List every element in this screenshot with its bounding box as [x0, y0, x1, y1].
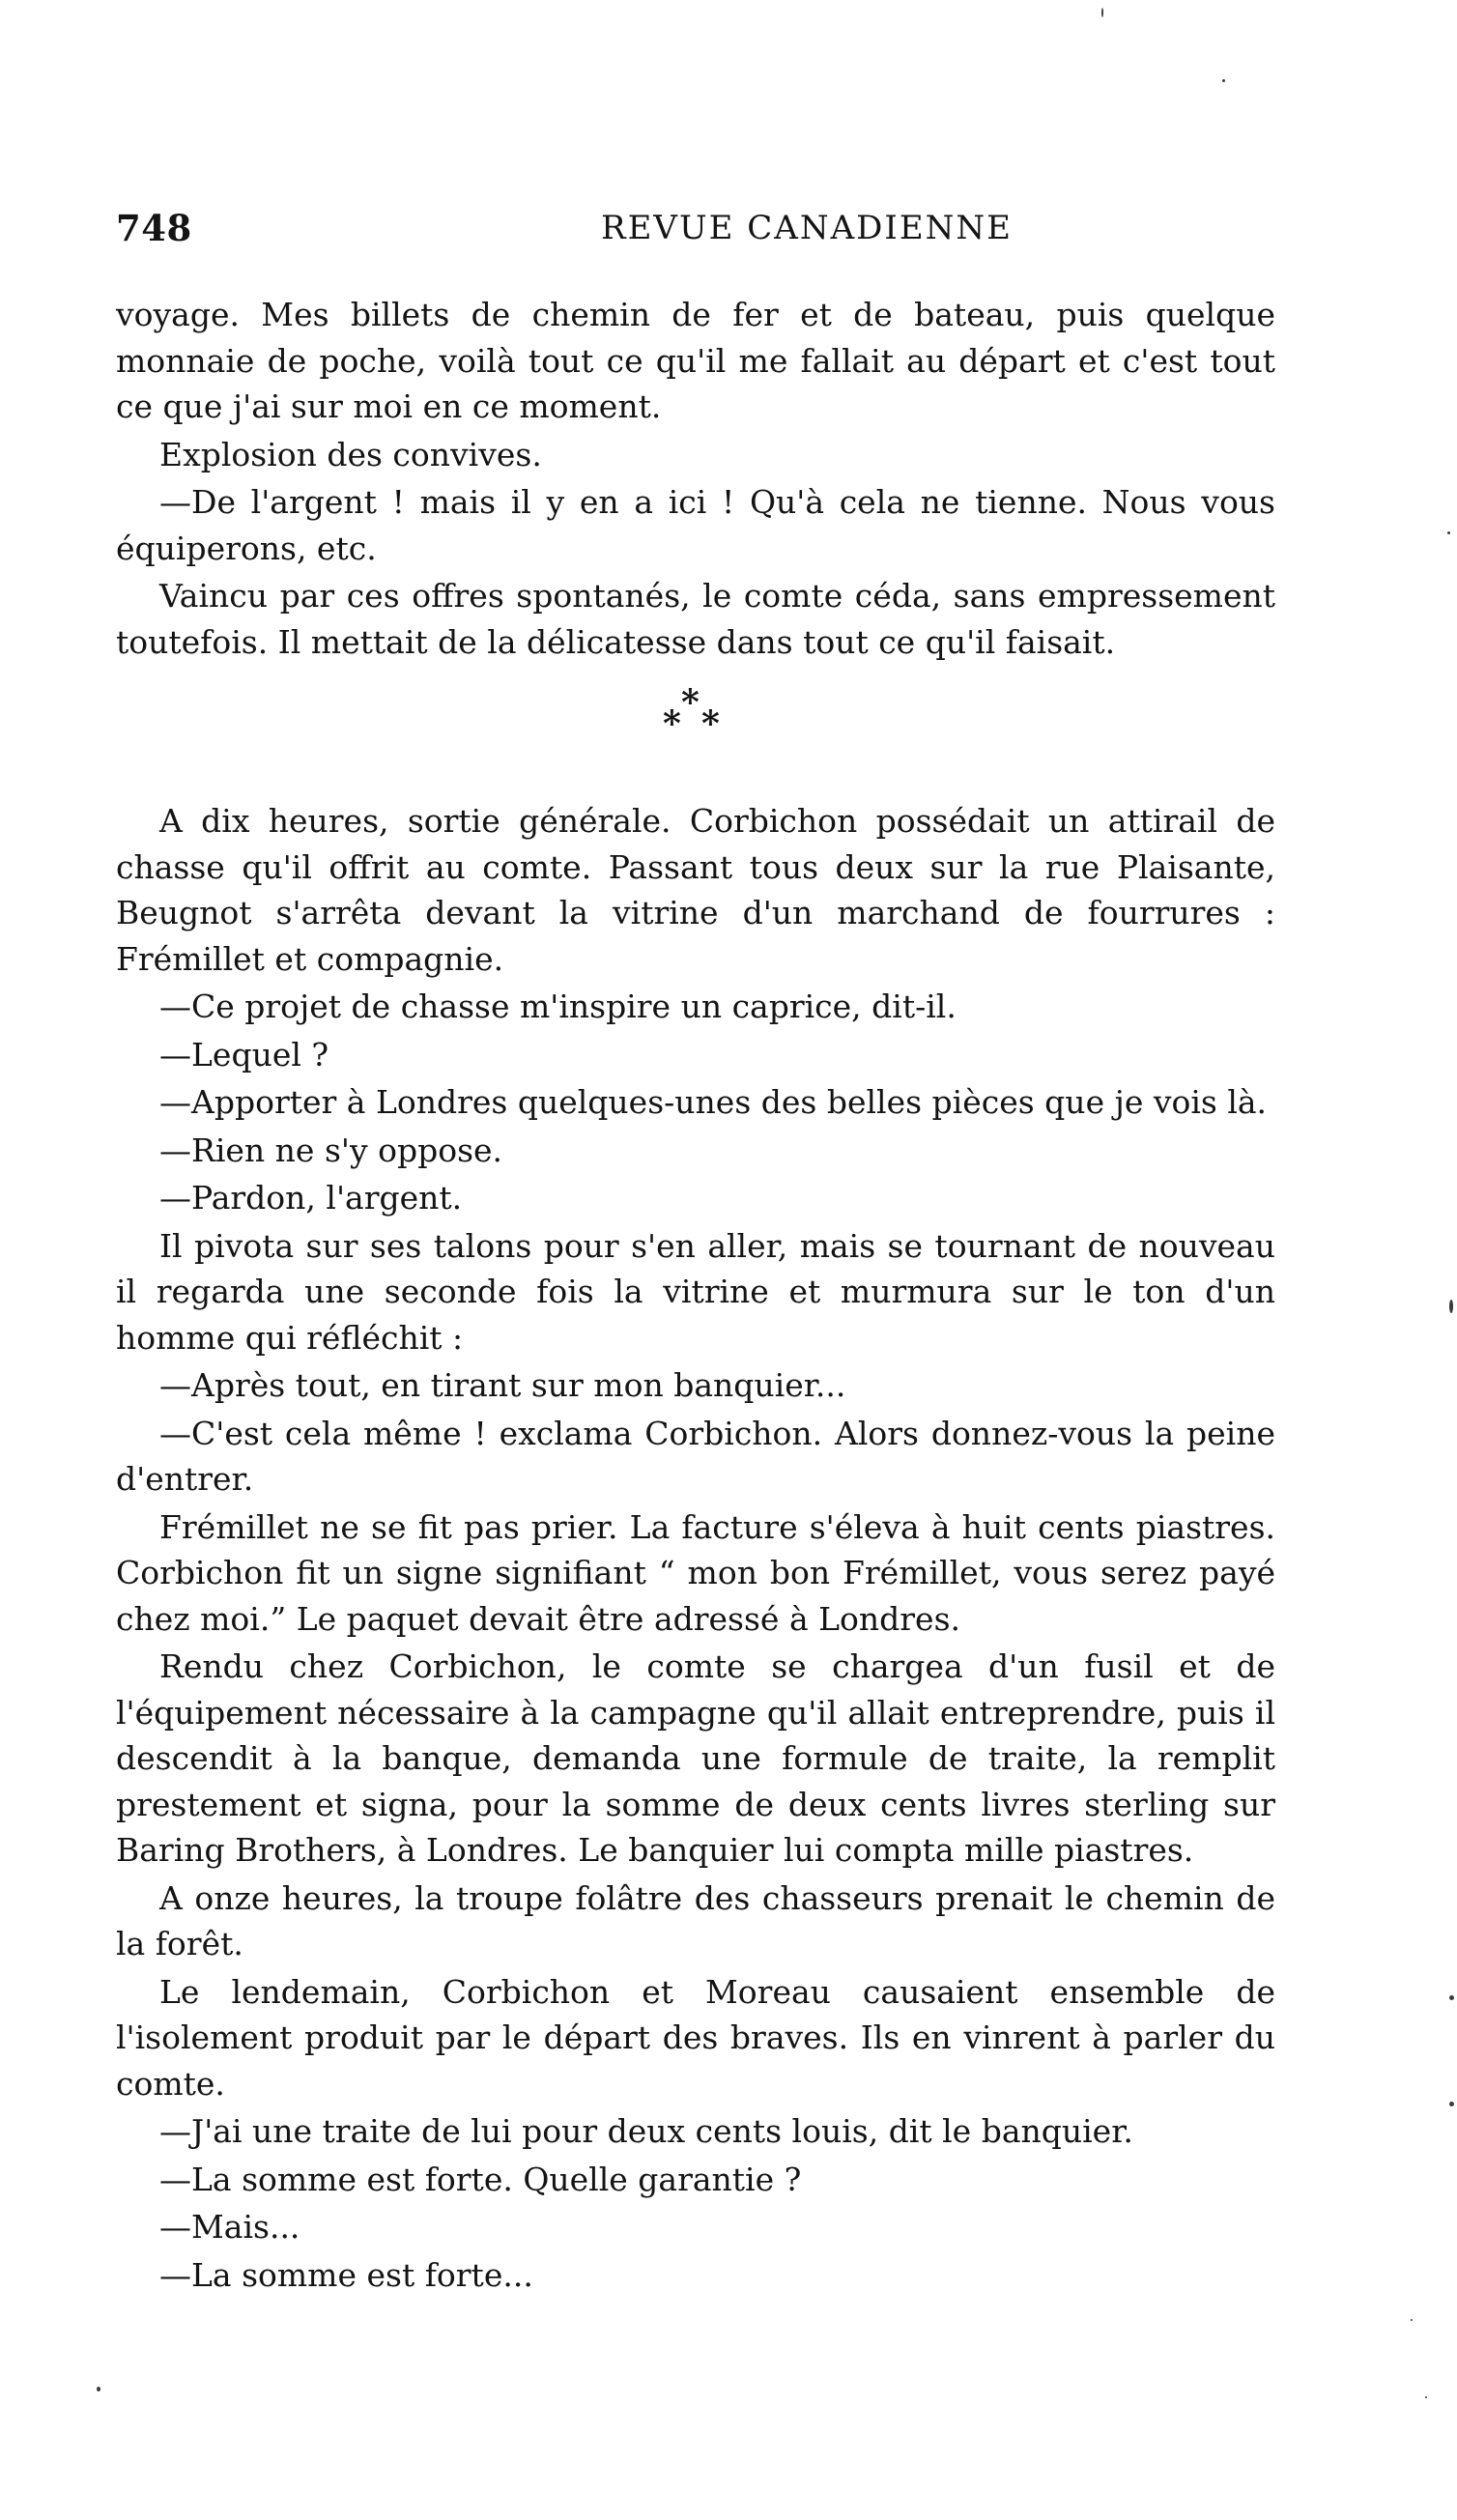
asterisk: * [681, 682, 700, 723]
paragraph: —Ce projet de chasse m'inspire un caprice, dit-il. [159, 988, 957, 1025]
scan-speck [97, 2387, 100, 2391]
scan-speck [1411, 2319, 1413, 2321]
paragraph: —Lequel ? [159, 1035, 329, 1074]
paragraph: Vaincu par ces offres spontanés, le comte céda, sans empressement toutefois. Il mettait de la délicatesse dans tout ce qu'il faisait. [116, 577, 1275, 661]
scan-speck [1425, 2396, 1427, 2398]
paragraph: —De l'argent ! mais il y en a ici ! Qu'à cela ne tienne. Nous vous équiperons, etc. [116, 483, 1275, 567]
scan-speck [1222, 79, 1225, 82]
page-header [116, 207, 1275, 265]
paragraph: Frémillet ne se fit pas prier. La facture s'éleva à huit cents piastres. Corbichon fit un signe signifiant “ mon bon Frémillet, vous serez payé chez moi.” Le paquet devait être adressé à Londres. [116, 1507, 1275, 1638]
paragraph: A dix heures, sortie générale. Corbichon possédait un attirail de chasse qu'il offrit au comte. Passant tous deux sur la rue Plaisante, Beugnot s'arrêta devant la vitrine d'un marchand de fourrures : Frémillet et compagnie. [116, 802, 1275, 978]
running-title: REVUE CANADIENNE [601, 209, 1013, 247]
section-break-asterism [116, 682, 1275, 779]
page-number: 748 [116, 207, 192, 249]
paragraph: A onze heures, la troupe folâtre des chasseurs prenait le chemin de la forêt. [116, 1878, 1275, 1962]
paragraph: —C'est cela même ! exclama Corbichon. Alors donnez-vous la peine d'entrer. [116, 1414, 1275, 1498]
paragraph: —La somme est forte. Quelle garantie ? [159, 2160, 802, 2198]
scan-speck [1449, 1300, 1453, 1313]
paragraph: Rendu chez Corbichon, le comte se chargea d'un fusil et de l'équipement nécessaire à la campagne qu'il allait entreprendre, puis il descendit à la banque, demanda une formule de traite, la remplit prestement et signa, pour la somme de deux cents livres sterling sur Baring Brothers, à Londres. Le banquier lui compta mille piastres. [116, 1647, 1275, 1869]
paragraph: voyage. Mes billets de chemin de fer et de bateau, puis quelque monnaie de poche, voilà tout ce qu'il me fallait au départ et c'est tout ce que j'ai sur moi en ce moment. [116, 296, 1275, 425]
paragraph: —Pardon, l'argent. [159, 1179, 463, 1217]
paragraph: Il pivota sur ses talons pour s'en aller, mais se tournant de nouveau il regarda une seconde fois la vitrine et murmura sur le ton d'un homme qui réfléchit : [116, 1226, 1275, 1357]
book-page [116, 207, 1275, 2300]
paragraph: —La somme est forte... [159, 2255, 533, 2294]
paragraph: Le lendemain, Corbichon et Moreau causaient ensemble de l'isolement produit par le départ des braves. Ils en vinrent à parler du comte. [116, 1972, 1275, 2103]
scan-speck [1449, 1995, 1454, 2000]
scan-speck [1447, 531, 1450, 534]
paragraph: —Mais... [159, 2208, 300, 2246]
asterisk: * [663, 703, 681, 744]
asterisk: * [701, 703, 720, 744]
paragraph: —J'ai une traite de lui pour deux cents louis, dit le banquier. [159, 2112, 1133, 2150]
paragraph: —Rien ne s'y oppose. [159, 1131, 503, 1169]
paragraph: Explosion des convives. [159, 435, 542, 473]
paragraph: —Apporter à Londres quelques-unes des belles pièces que je vois là. [159, 1083, 1268, 1121]
scan-speck [1449, 2102, 1454, 2106]
paragraph: —Après tout, en tirant sur mon banquier... [159, 1366, 846, 1404]
scan-speck [1101, 8, 1103, 17]
